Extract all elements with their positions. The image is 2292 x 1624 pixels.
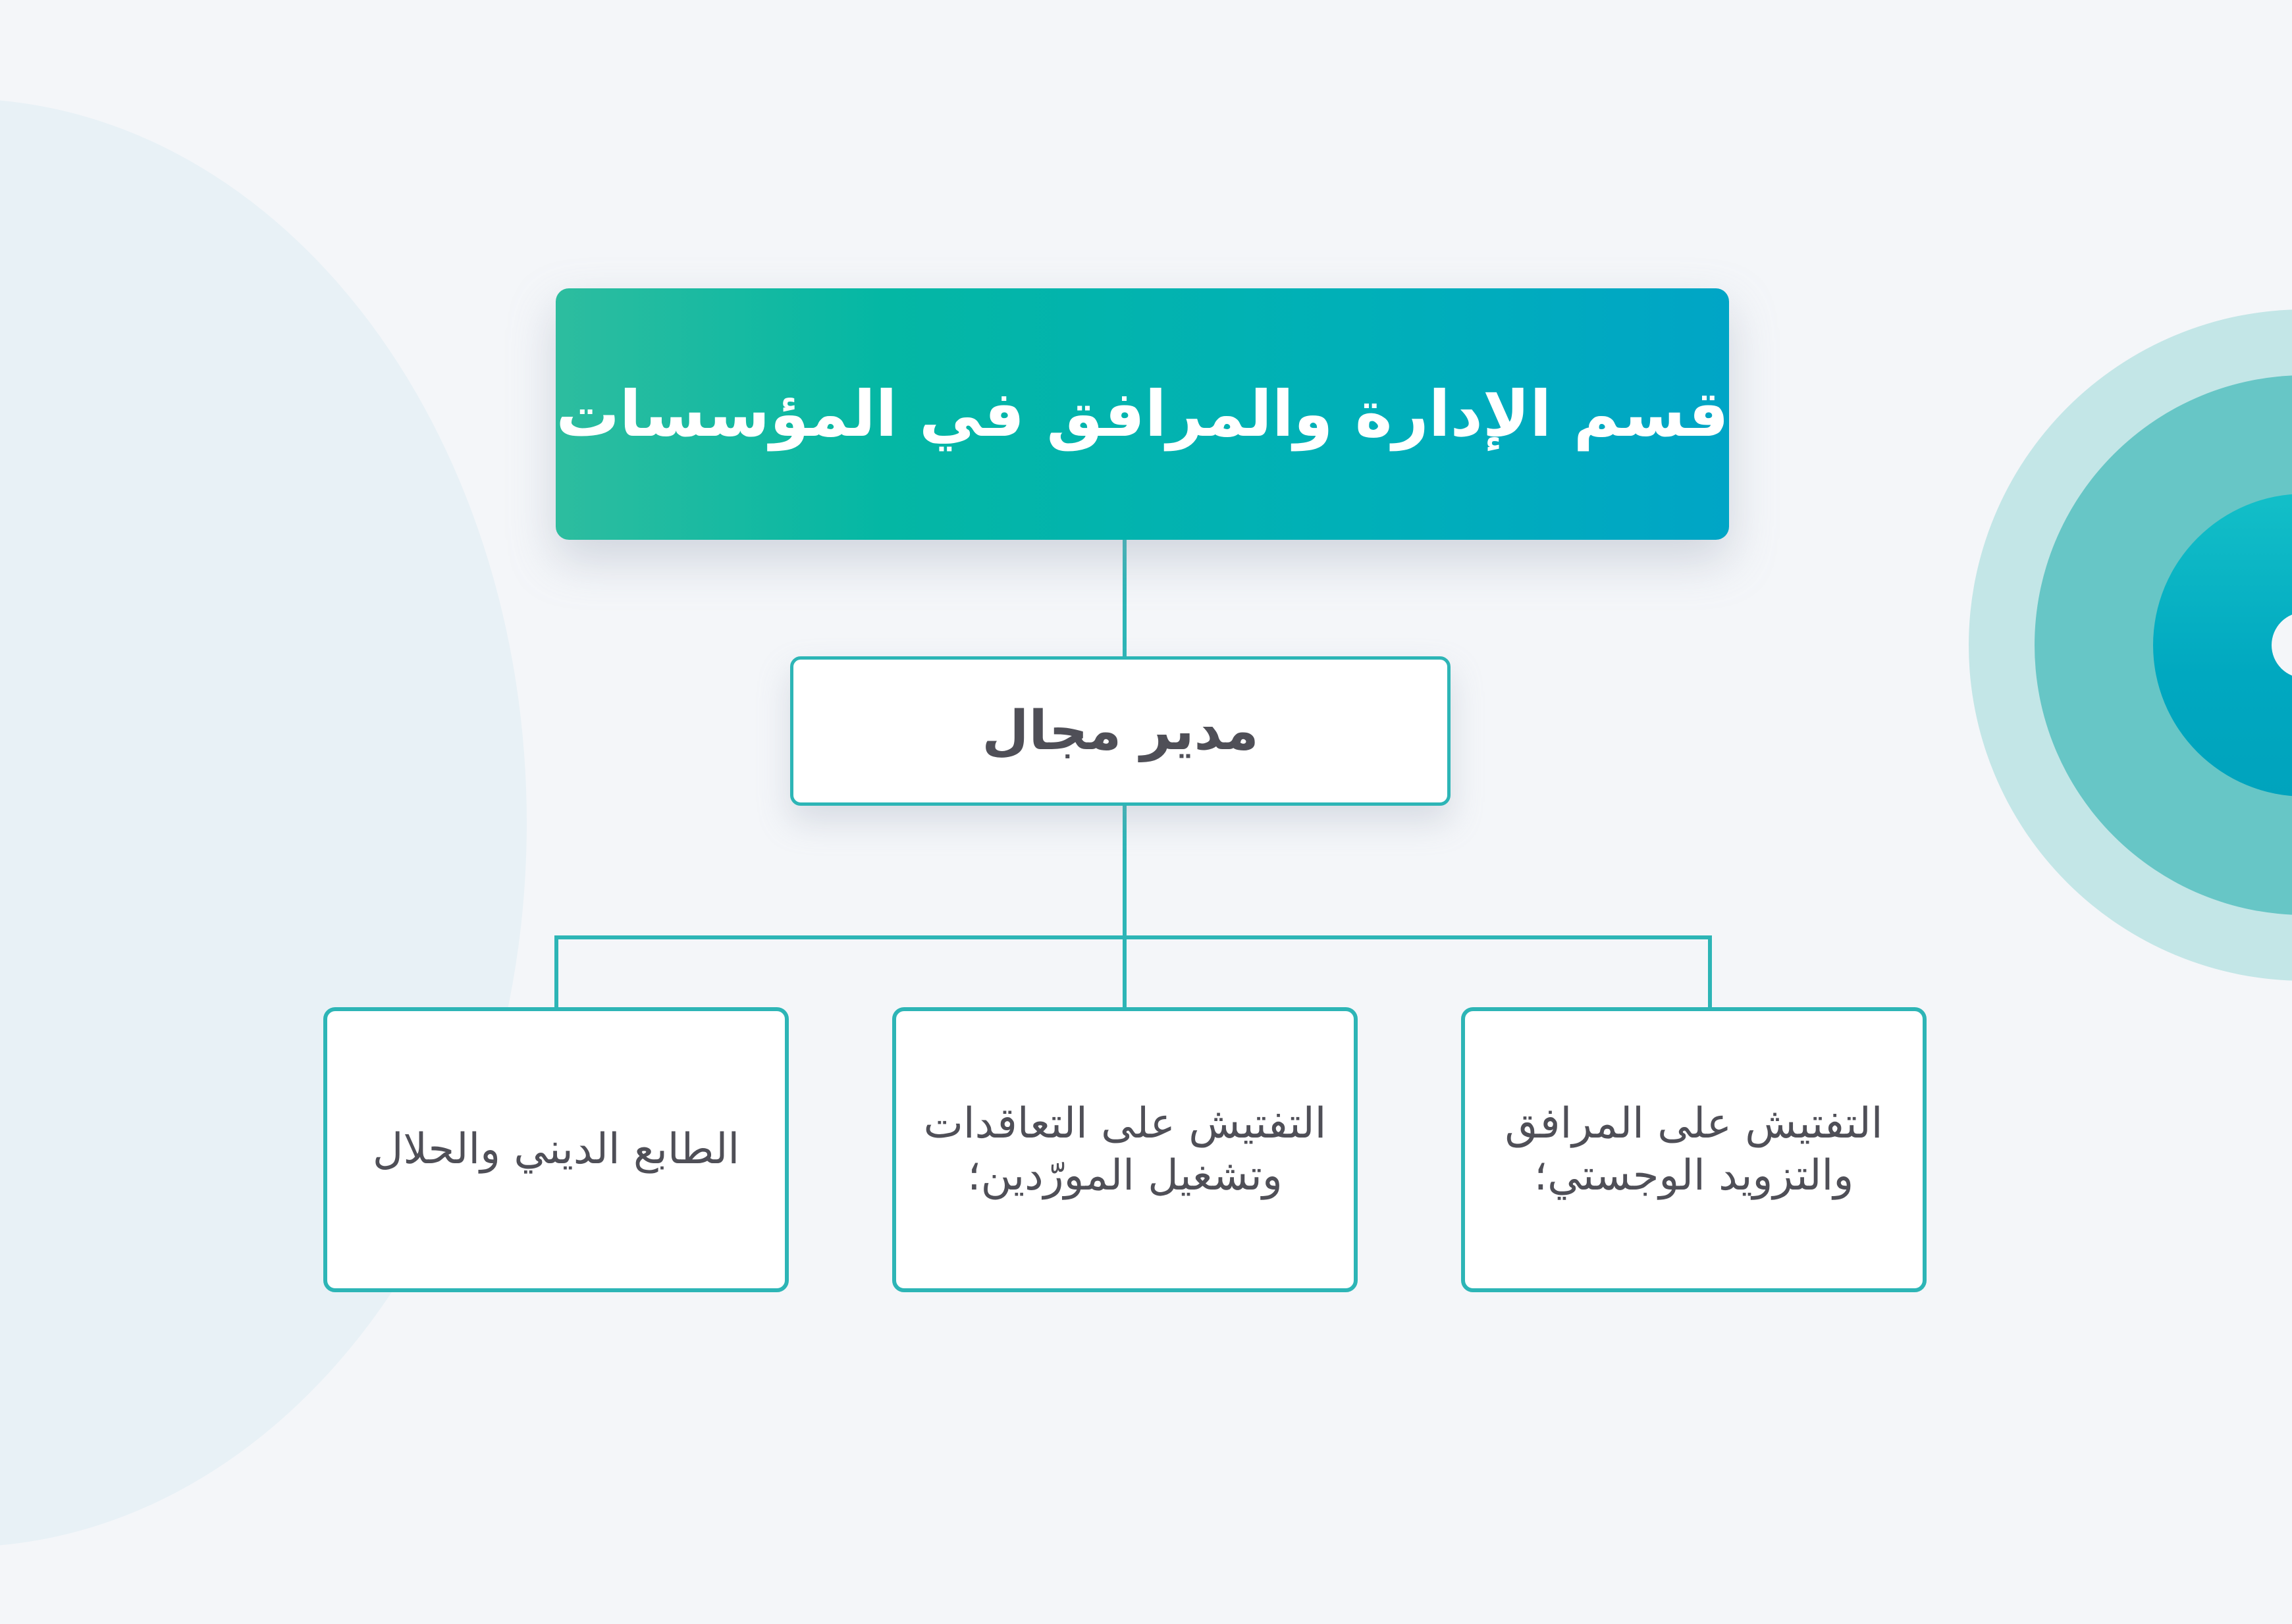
child-node-religious-line1: الطابع الديني والحلال [372,1125,740,1174]
child-node-contracts-line2: وتشغيل المورّدين؛ [967,1151,1283,1200]
child-node-religious-text [373,1124,739,1175]
child-node-religious [323,1007,789,1292]
child-node-facilities [1461,1007,1927,1292]
child-node-facilities-line2: والتزويد الوجستي؛ [1533,1151,1854,1200]
child-node-facilities-text [1505,1098,1883,1201]
child-node-contracts-line1: التفتيش على التعاقدات [923,1099,1327,1149]
manager-node [790,656,1451,806]
child-node-contracts-text [924,1098,1327,1201]
root-node-label: قسم الإدارة والمرافق في المؤسسات [556,377,1729,451]
child-node-facilities-line1: التفتيش على المرافق [1505,1099,1883,1149]
root-node [556,288,1729,540]
child-node-contracts [892,1007,1358,1292]
manager-node-label: مدير مجال [982,700,1259,762]
